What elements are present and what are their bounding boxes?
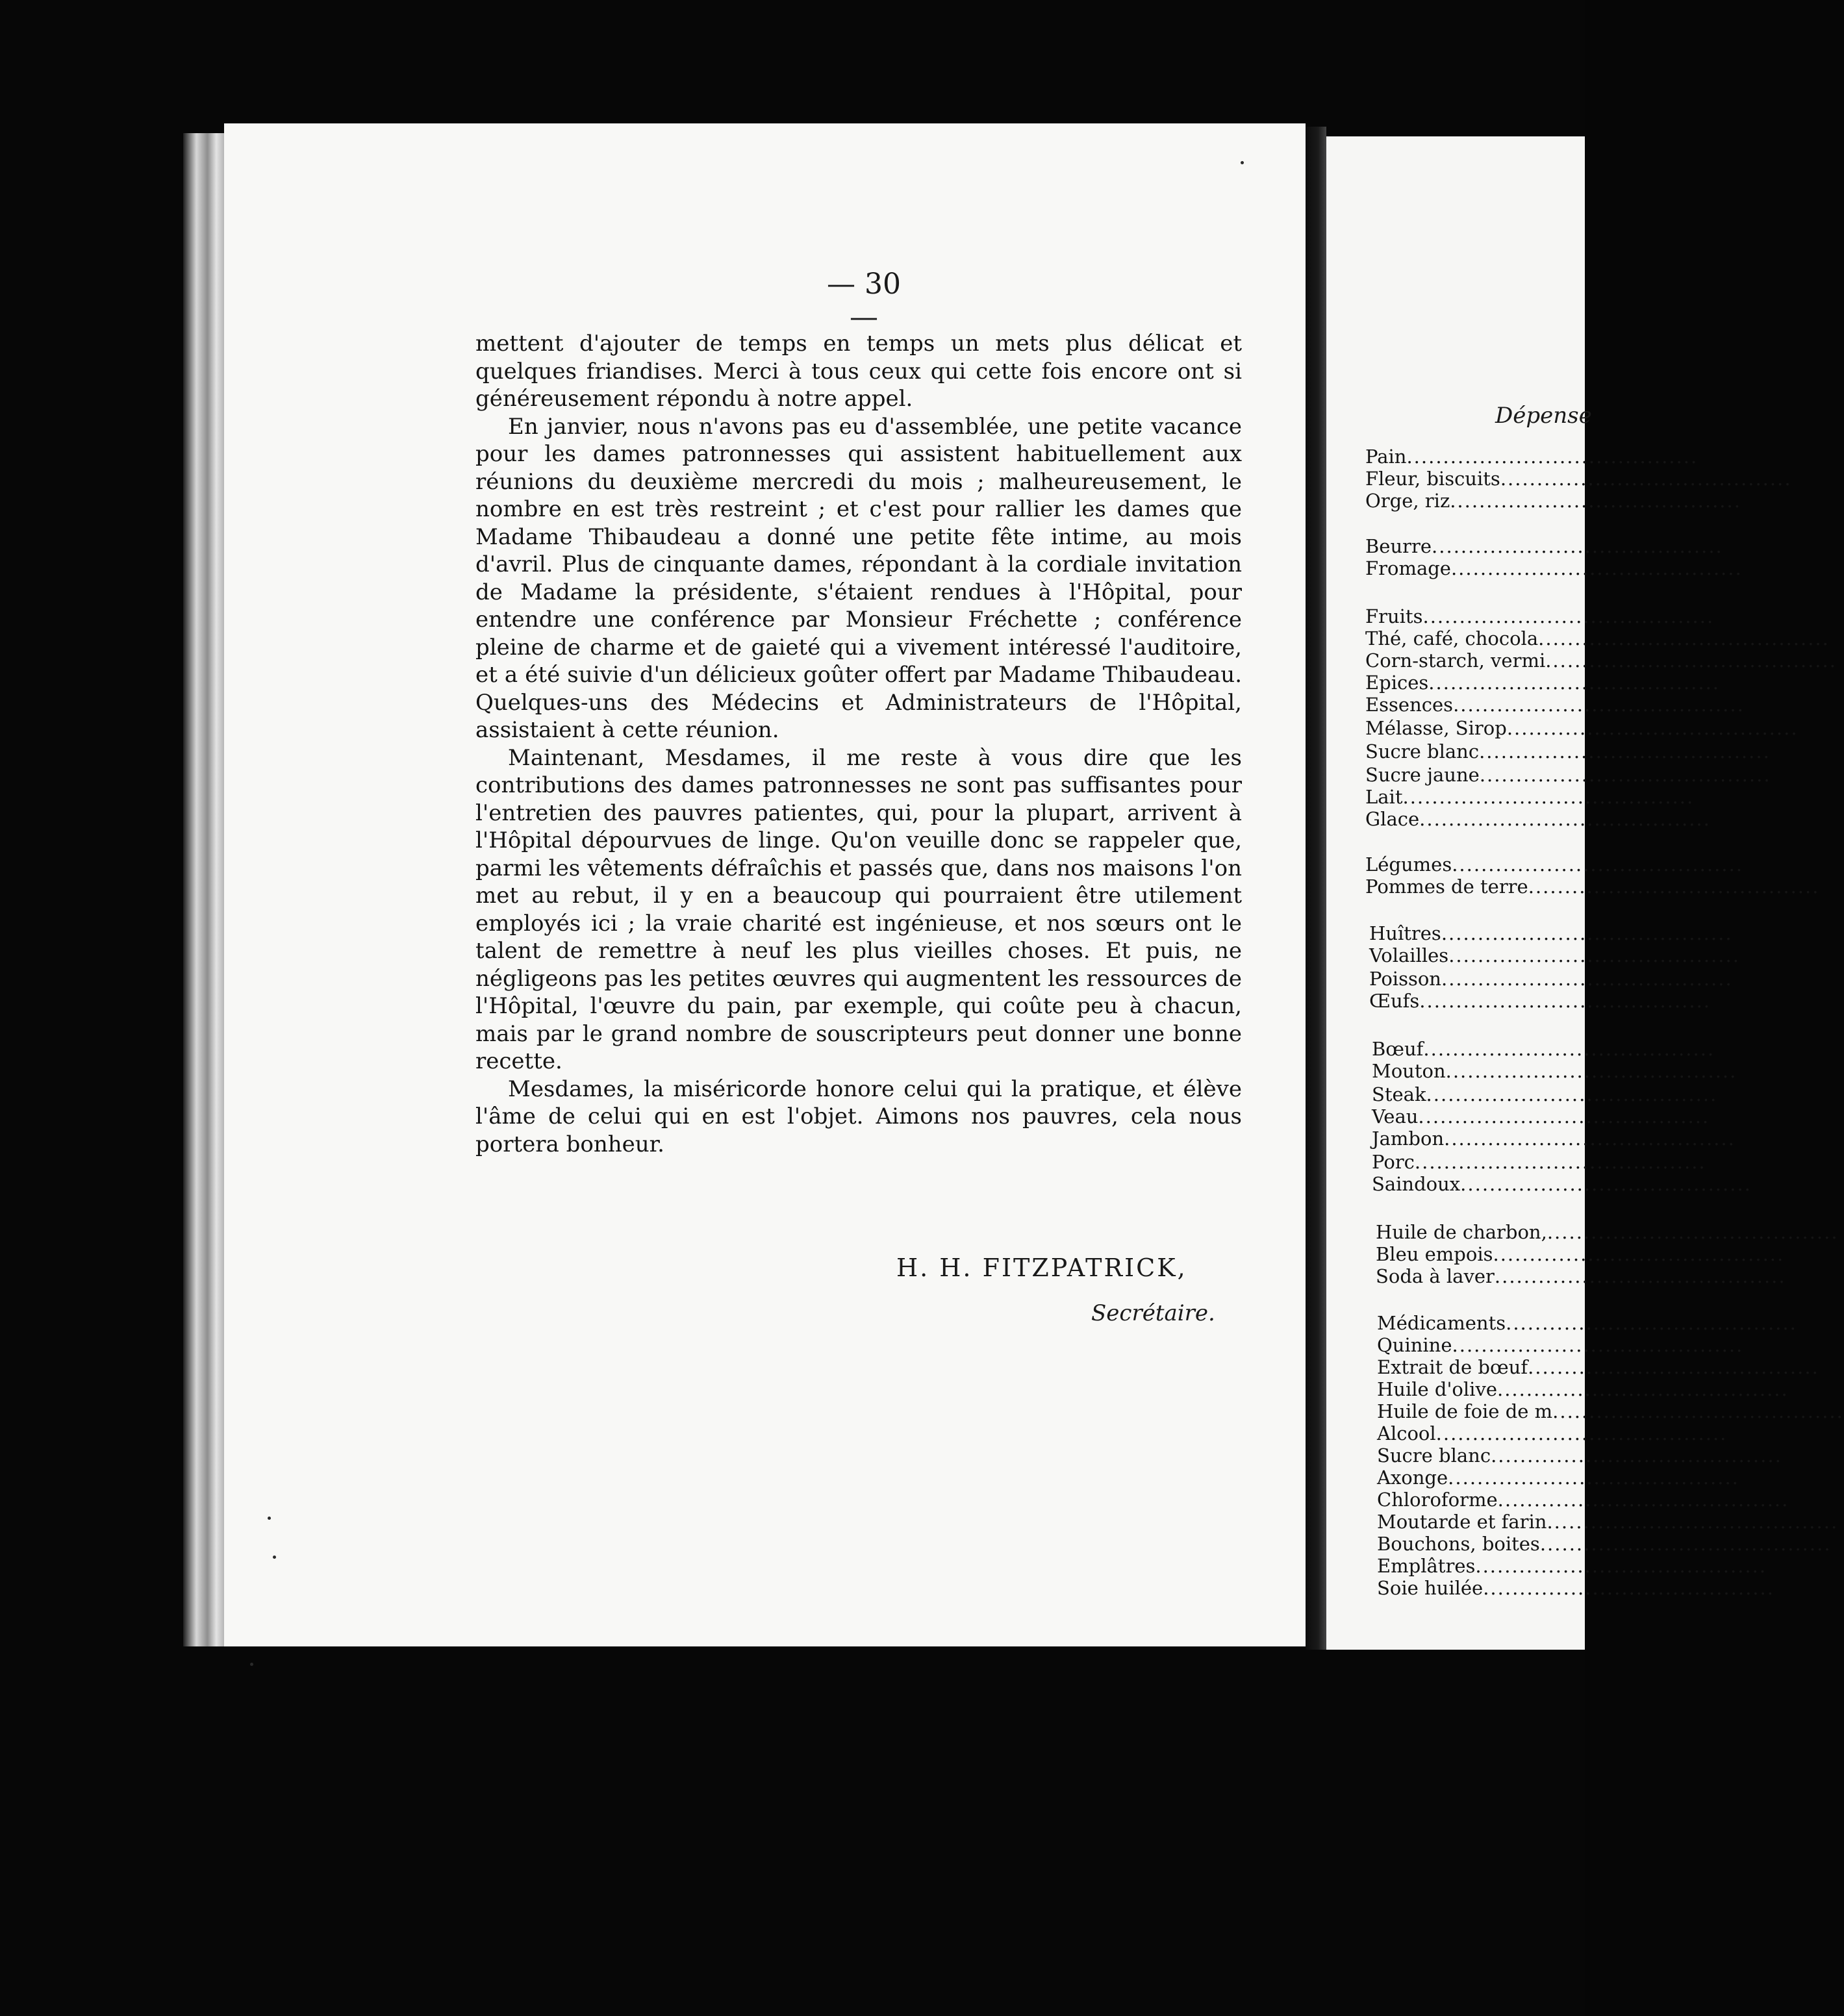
paragraph-2: En janvier, nous n'avons pas eu d'assemblée, une petite vacance pour les dames patronnesses qui assistent habituellement aux réunions du deuxième mercredi du mois ; malheureusement, le nombre en est très restreint ; et c'est pour rallier les dames que Madame Thibaudeau a donné une petite fête intime, au mois d'avril. Plus de cinquante dames, répondant à la cordiale invitation de Madame la présidente, s'étaient rendues à l'Hôpital, pour entendre une conférence par Monsieur Fréchette ; conférence pleine de charme et de gaieté qui a vivement intéressé l'auditoire, et a été suivie d'un délicieux goûter offert par Madame Thibaudeau. Quelques-uns des Médecins et Administrateurs de l'Hôpital, assistaient à cette réunion. — [475, 413, 1242, 743]
expense-item — [1365, 876, 1819, 898]
expense-item — [1377, 1422, 1727, 1444]
expense-item-label: Moutarde et farin — [1377, 1511, 1547, 1533]
expense-item-label: Glace — [1365, 808, 1420, 830]
expense-item-label: Soda à laver — [1376, 1265, 1495, 1287]
right-page — [1326, 136, 1844, 1650]
dot-leader: ........................................ — [1539, 1533, 1832, 1555]
expense-item-label: Bleu empois — [1376, 1243, 1493, 1265]
expense-item-label: Corn-starch, vermi — [1365, 649, 1546, 672]
expense-item-label: Sucre blanc — [1365, 740, 1480, 762]
expense-item — [1365, 557, 1743, 579]
expense-item — [1377, 1444, 1782, 1467]
dot-leader: ........................................ — [1497, 1489, 1789, 1511]
expense-item — [1377, 1489, 1789, 1511]
dot-leader: ........................................ — [1453, 694, 1745, 716]
expense-item — [1369, 990, 1711, 1012]
paragraph-3: Maintenant, Mesdames, il me reste à vous dire que les contributions des dames patronnesses ne sont pas suffisantes pour l'entretien des pauvres patientes, qui, pour la plupart, arrivent à l'Hôpital dépourvues de linge. Qu'on veuille donc se rappeler que, parmi les vêtements défraîchis et passés que, dans nos maisons l'on met au rebut, il y en a beaucoup qui pourraient être utilement employés ici ; la vraie charité est ingénieuse, et nos sœurs ont le talent de remettre à neuf les plus vieilles choses. Et puis, ne négligeons pas les petites œuvres qui augmentent les ressources de l'Hôpital, l'œuvre du pain, par exemple, qui coûte peu à chacun, mais par le grand nombre de souscripteurs peut donner une bonne recette. — [475, 744, 1242, 1074]
expense-item-label: Quinine — [1377, 1334, 1452, 1356]
book-page-edges — [183, 133, 227, 1646]
dot-leader: ........................................ — [1506, 717, 1799, 739]
scan-speck — [1241, 161, 1244, 164]
expense-item — [1377, 1533, 1832, 1555]
expense-item-label: Sucre blanc — [1377, 1444, 1491, 1467]
expense-item-label: Soie huilée — [1377, 1577, 1484, 1599]
scan-speck — [268, 1517, 271, 1520]
dot-leader: ........................................ — [1422, 605, 1715, 627]
expense-item-label: Volailles — [1369, 944, 1449, 966]
expense-item — [1365, 446, 1698, 468]
expense-item — [1365, 764, 1771, 786]
dot-leader: ........................................ — [1435, 1422, 1728, 1444]
expense-item — [1372, 1105, 1710, 1128]
expense-item — [1365, 627, 1830, 649]
dot-leader: ........................................ — [1444, 1128, 1736, 1150]
expense-item — [1376, 1243, 1784, 1265]
right-page-heading: Dépense — [1495, 403, 1592, 429]
expense-item — [1377, 1467, 1739, 1489]
expense-item — [1372, 1083, 1717, 1105]
dot-leader: ........................................ — [1528, 1356, 1819, 1378]
dot-leader: ........................................ — [1483, 1577, 1775, 1599]
dot-leader: ........................................ — [1406, 446, 1699, 468]
expense-item — [1365, 740, 1771, 762]
expense-item — [1369, 968, 1733, 990]
expense-item-label: Sucre jaune — [1365, 764, 1480, 786]
dot-leader: ........................................ — [1426, 1083, 1718, 1105]
expense-item — [1377, 1400, 1844, 1422]
dot-leader: ........................................ — [1545, 649, 1837, 672]
expense-item-label: Fromage — [1365, 557, 1451, 579]
expense-item — [1365, 808, 1711, 830]
dot-leader: ........................................ — [1528, 876, 1820, 898]
dot-leader: ........................................ — [1419, 990, 1711, 1012]
dot-leader: ........................................ — [1491, 1444, 1782, 1467]
dot-leader: ........................................ — [1506, 1312, 1797, 1334]
expense-item-label: Essences — [1365, 694, 1454, 716]
dot-leader: ........................................ — [1479, 740, 1771, 762]
expense-item-label: Jambon — [1372, 1128, 1445, 1150]
expense-item — [1376, 1221, 1839, 1243]
expense-item — [1365, 694, 1745, 716]
expense-item — [1377, 1511, 1838, 1533]
expense-item-label: Orge, riz — [1365, 490, 1450, 512]
expense-item — [1365, 468, 1792, 490]
expense-item-label: Mélasse, Sirop — [1365, 717, 1507, 739]
dot-leader: ........................................ — [1494, 1265, 1786, 1287]
expense-item — [1365, 717, 1799, 739]
dot-leader: ........................................ — [1479, 764, 1771, 786]
expense-item-label: Bouchons, boites — [1377, 1533, 1540, 1555]
dot-leader: ........................................ — [1423, 1038, 1715, 1060]
expense-item-label: Extrait de bœuf — [1377, 1356, 1528, 1378]
expense-item-label: Saindoux — [1372, 1173, 1461, 1195]
expense-item-label: Huîtres — [1369, 922, 1441, 944]
dot-leader: ........................................ — [1448, 944, 1740, 966]
expense-item-label: Huile d'olive — [1377, 1378, 1497, 1400]
expense-item — [1377, 1334, 1743, 1356]
scan-speck — [250, 1663, 253, 1666]
dot-leader: ........................................ — [1552, 1400, 1844, 1422]
expense-item-label: Porc — [1372, 1151, 1415, 1173]
dot-leader: ........................................ — [1419, 808, 1711, 830]
dot-leader: ........................................ — [1441, 968, 1733, 990]
dot-leader: ........................................ — [1452, 1334, 1744, 1356]
expense-item — [1377, 1378, 1789, 1400]
expense-item-label: Poisson — [1369, 968, 1441, 990]
expense-item — [1365, 605, 1714, 627]
body-text — [475, 330, 1242, 1158]
expense-item — [1372, 1128, 1736, 1150]
signature-title: Secrétaire. — [1091, 1300, 1215, 1326]
expense-item-label: Fleur, biscuits — [1365, 468, 1500, 490]
expense-item-label: Alcool — [1377, 1422, 1436, 1444]
dot-leader: ........................................ — [1450, 557, 1743, 579]
expense-item-label: Œufs — [1369, 990, 1420, 1012]
expense-item-label: Epices — [1365, 672, 1429, 694]
expense-item-label: Emplâtres — [1377, 1555, 1476, 1577]
expense-item — [1365, 649, 1837, 672]
dot-leader: ........................................ — [1538, 627, 1830, 649]
expense-item — [1372, 1060, 1737, 1082]
expense-item — [1372, 1173, 1752, 1195]
expense-item-label: Lait — [1365, 786, 1403, 808]
expense-item — [1365, 535, 1723, 557]
dot-leader: ........................................ — [1475, 1555, 1767, 1577]
expense-item-label: Axonge — [1377, 1467, 1448, 1489]
dot-leader: ........................................ — [1448, 1467, 1739, 1489]
dot-leader: ........................................ — [1414, 1151, 1706, 1173]
dot-leader: ........................................ — [1441, 922, 1733, 944]
expense-item-label: Thé, café, chocola — [1365, 627, 1539, 649]
expense-item — [1377, 1555, 1767, 1577]
expense-item-label: Chloroforme — [1377, 1489, 1498, 1511]
dot-leader: ........................................ — [1402, 786, 1695, 808]
dot-leader: ........................................ — [1445, 1060, 1737, 1082]
dot-leader: ........................................ — [1500, 468, 1792, 490]
expense-item-label: Huile de foie de m — [1377, 1400, 1553, 1422]
expense-item — [1365, 786, 1694, 808]
dot-leader: ........................................ — [1547, 1511, 1839, 1533]
dot-leader: ........................................ — [1497, 1378, 1789, 1400]
paragraph-4: Mesdames, la miséricorde honore celui qui la pratique, et élève l'âme de celui qui en est l'objet. Aimons nos pauvres, cela nous portera bonheur. — [475, 1076, 1242, 1157]
expense-item — [1377, 1312, 1797, 1334]
dot-leader: ........................................ — [1432, 535, 1723, 557]
expense-item — [1369, 944, 1740, 966]
page-number: — 30 — — [827, 268, 901, 334]
expense-item-label: Steak — [1372, 1083, 1426, 1105]
expense-item-label: Beurre — [1365, 535, 1432, 557]
dot-leader: ........................................ — [1547, 1221, 1839, 1243]
expense-item-label: Veau — [1372, 1105, 1419, 1128]
expense-item — [1369, 922, 1733, 944]
dot-leader: ........................................ — [1452, 853, 1743, 876]
dot-leader: ........................................ — [1460, 1173, 1752, 1195]
expense-item-label: Huile de charbon, — [1376, 1221, 1547, 1243]
expense-item — [1365, 853, 1743, 876]
expense-item — [1365, 490, 1741, 512]
expense-item-label: Médicaments — [1377, 1312, 1506, 1334]
expense-item-label: Légumes — [1365, 853, 1452, 876]
dot-leader: ........................................ — [1450, 490, 1741, 512]
expense-item — [1372, 1151, 1706, 1173]
expense-item-label: Pain — [1365, 446, 1407, 468]
expense-item-label: Fruits — [1365, 605, 1423, 627]
expense-item — [1377, 1577, 1775, 1599]
expense-item-label: Pommes de terre — [1365, 876, 1528, 898]
signature: H. H. FITZPATRICK, — [896, 1254, 1187, 1282]
scan-speck — [273, 1556, 276, 1559]
expense-item — [1377, 1356, 1819, 1378]
book-gutter — [1306, 127, 1326, 1650]
expense-item — [1372, 1038, 1715, 1060]
dot-leader: ........................................ — [1428, 672, 1721, 694]
dot-leader: ........................................ — [1418, 1105, 1710, 1128]
expense-item-label: Mouton — [1372, 1060, 1446, 1082]
paragraph-1: mettent d'ajouter de temps en temps un mets plus délicat et quelques friandises. Merci à tous ceux qui cette fois encore ont si généreusement répondu à notre appel. — [475, 331, 1242, 412]
expense-item — [1376, 1265, 1786, 1287]
expense-item — [1365, 672, 1720, 694]
dot-leader: ........................................ — [1493, 1243, 1785, 1265]
expense-item-label: Bœuf — [1372, 1038, 1424, 1060]
